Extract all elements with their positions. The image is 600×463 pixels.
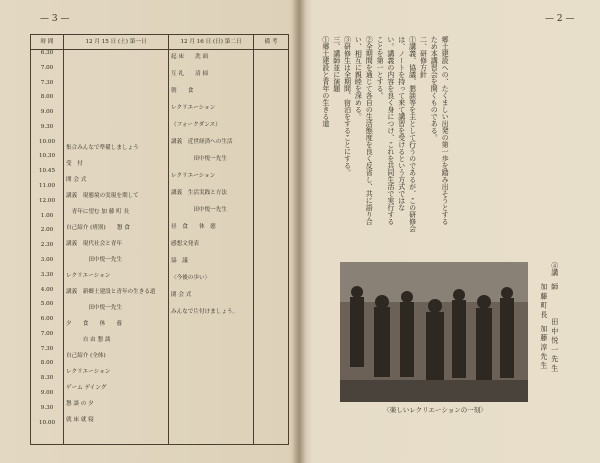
time-slot: 5.00: [40, 301, 54, 308]
time-slot: 7.30: [40, 345, 54, 352]
text-column: ②全期間を通じて各自の生活態度を良く反省し、共に語り合: [365, 36, 374, 225]
day1-entry: 自 由 懇 談: [66, 336, 111, 343]
day1-entry: 青年に望む 加 藤 町 長: [66, 208, 130, 215]
day2-entry: 〈今後の歩い〉: [171, 274, 211, 281]
right-page-number: — 2 —: [545, 14, 575, 24]
text-column: ③研修生は全期間、宿泊をすることにする。: [343, 36, 352, 176]
day2-entry: みんなで片付けましょう。: [171, 308, 239, 315]
day2-entry: 起 床 洗 面: [171, 54, 209, 60]
text-column: 二、研修方針: [419, 36, 428, 78]
text-column: い。講義の内容を良く身につけ、これを共同生活で実行する: [386, 36, 395, 225]
day1-entry: 講義 新郷土建設と青年の生きる道: [66, 288, 156, 295]
day1-entry: 講義 現代社会と青年: [66, 240, 122, 247]
time-slot: 11.00: [38, 183, 55, 190]
time-slot: 6.00: [40, 316, 54, 323]
text-column: ため本講習会を開くものである。: [430, 36, 439, 141]
time-slot: 9.30: [40, 123, 54, 130]
time-header: 時 間: [31, 35, 64, 50]
day2-entry: 昼 食 休 憩: [171, 223, 216, 230]
time-slot: 10.00: [38, 419, 55, 426]
time-slot: 10.00: [38, 138, 55, 145]
day1-entry: 田中悦一先生: [66, 256, 122, 263]
text-column: 三、講師並に演題: [332, 36, 341, 92]
day2-entry: （フォークダンス）: [171, 121, 221, 128]
day1-entry: レクリエーション: [66, 272, 111, 279]
schedule-table: [30, 34, 289, 445]
time-slot: 12.00: [38, 197, 55, 204]
time-slot: 8.30: [40, 375, 54, 382]
photo-caption: 〈楽しいレクリエーションの一刻〉: [383, 406, 487, 414]
schedule-body-row: [31, 50, 289, 445]
time-slot: 2.00: [40, 227, 54, 234]
day1-entry: 開 会 式: [66, 176, 87, 183]
left-page-number: — 3 —: [40, 14, 70, 24]
day2-entry: 感想文発表: [171, 240, 199, 247]
time-slot: 9.30: [40, 404, 54, 411]
recreation-photo: [340, 262, 528, 402]
time-slot: 10.30: [38, 153, 55, 160]
time-slot: 9.00: [40, 109, 54, 116]
time-slot: 8.00: [40, 360, 54, 367]
day2-entry: レクリエーション: [171, 104, 216, 111]
text-column: ①講義、協議、懇談等を主として行うのであるが、この研修会: [408, 36, 417, 232]
time-column: [31, 50, 64, 445]
time-slot: 6.30: [40, 50, 54, 56]
day1-column: [64, 50, 169, 445]
day1-entry: レクリエーション: [66, 368, 111, 375]
day1-entry: 受 付: [66, 160, 83, 167]
day1-entry: 集合みんなで準備しましょう: [66, 145, 139, 151]
time-slot: 7.00: [40, 330, 54, 337]
time-slot: 3.30: [40, 271, 54, 278]
time-slot: 8.00: [40, 94, 54, 101]
day2-entry: 講義 生活実践と方法: [171, 189, 227, 196]
text-column: ことを第一とする。: [376, 36, 385, 99]
text-column: 郷土建設への、たくましい出発の第一歩を踏み出そうとする: [441, 36, 450, 225]
day1-entry: 夕 食 休 養: [66, 320, 122, 327]
day1-entry: 自己紹介 (全体): [66, 352, 106, 359]
day2-header: 12 月 16 日 (日) 第二日: [169, 35, 254, 50]
day1-entry: ゲーム デイング: [66, 384, 107, 391]
day2-entry: 田中悦一先生: [171, 155, 227, 162]
schedule-header-row: [31, 35, 289, 50]
day1-entry: 田中悦一先生: [66, 304, 122, 311]
speaker-line: 加 藤 町 長 加 藤 淳 先 生: [539, 262, 548, 369]
time-slot: 10.45: [38, 168, 55, 175]
text-column: は、ノートを持って来て講習を受けるという方式ではな: [397, 36, 406, 211]
day2-entry: 互 礼 清 掃: [171, 70, 209, 77]
time-slot: 2.30: [40, 242, 54, 249]
day2-entry: レクリエーション: [171, 172, 216, 179]
text-column: い、相互に親睦を深める。: [354, 36, 363, 120]
day1-entry: 自己紹介 (班別) 懇 食: [66, 224, 130, 231]
time-slot: 1.00: [40, 212, 54, 219]
text-column: ①郷土建設と青年の生きる道: [321, 36, 330, 127]
time-slot: 7.30: [40, 79, 54, 86]
day1-entry: 講義 現態境の実現を期して: [66, 192, 139, 199]
day2-entry: 朝 食: [171, 87, 194, 94]
day2-entry: 講義 近世経済への生活: [171, 138, 233, 145]
speaker-line: ④講 師 田 中 悦 一 先 生: [550, 262, 559, 372]
day1-header: 12 月 15 日 (土) 第一日: [64, 35, 169, 50]
day1-entry: 懇 談 の 夕: [66, 400, 94, 407]
time-slot: 4.00: [40, 286, 54, 293]
right-page-text: [320, 36, 450, 261]
notes-header: 備 考: [254, 35, 289, 50]
day2-entry: 閉 会 式: [171, 291, 192, 298]
day2-column: [169, 50, 254, 445]
book-gutter: [292, 0, 306, 463]
day2-entry: 協 議: [171, 257, 188, 264]
time-slot: 3.00: [40, 256, 54, 263]
time-slot: 9.00: [40, 389, 54, 396]
time-slot: 7.00: [40, 64, 54, 71]
speaker-list: [538, 262, 560, 442]
day2-entry: 田中悦一先生: [171, 206, 227, 213]
day1-entry: 就 床 就 寝: [66, 416, 94, 423]
notes-column: [254, 50, 289, 445]
